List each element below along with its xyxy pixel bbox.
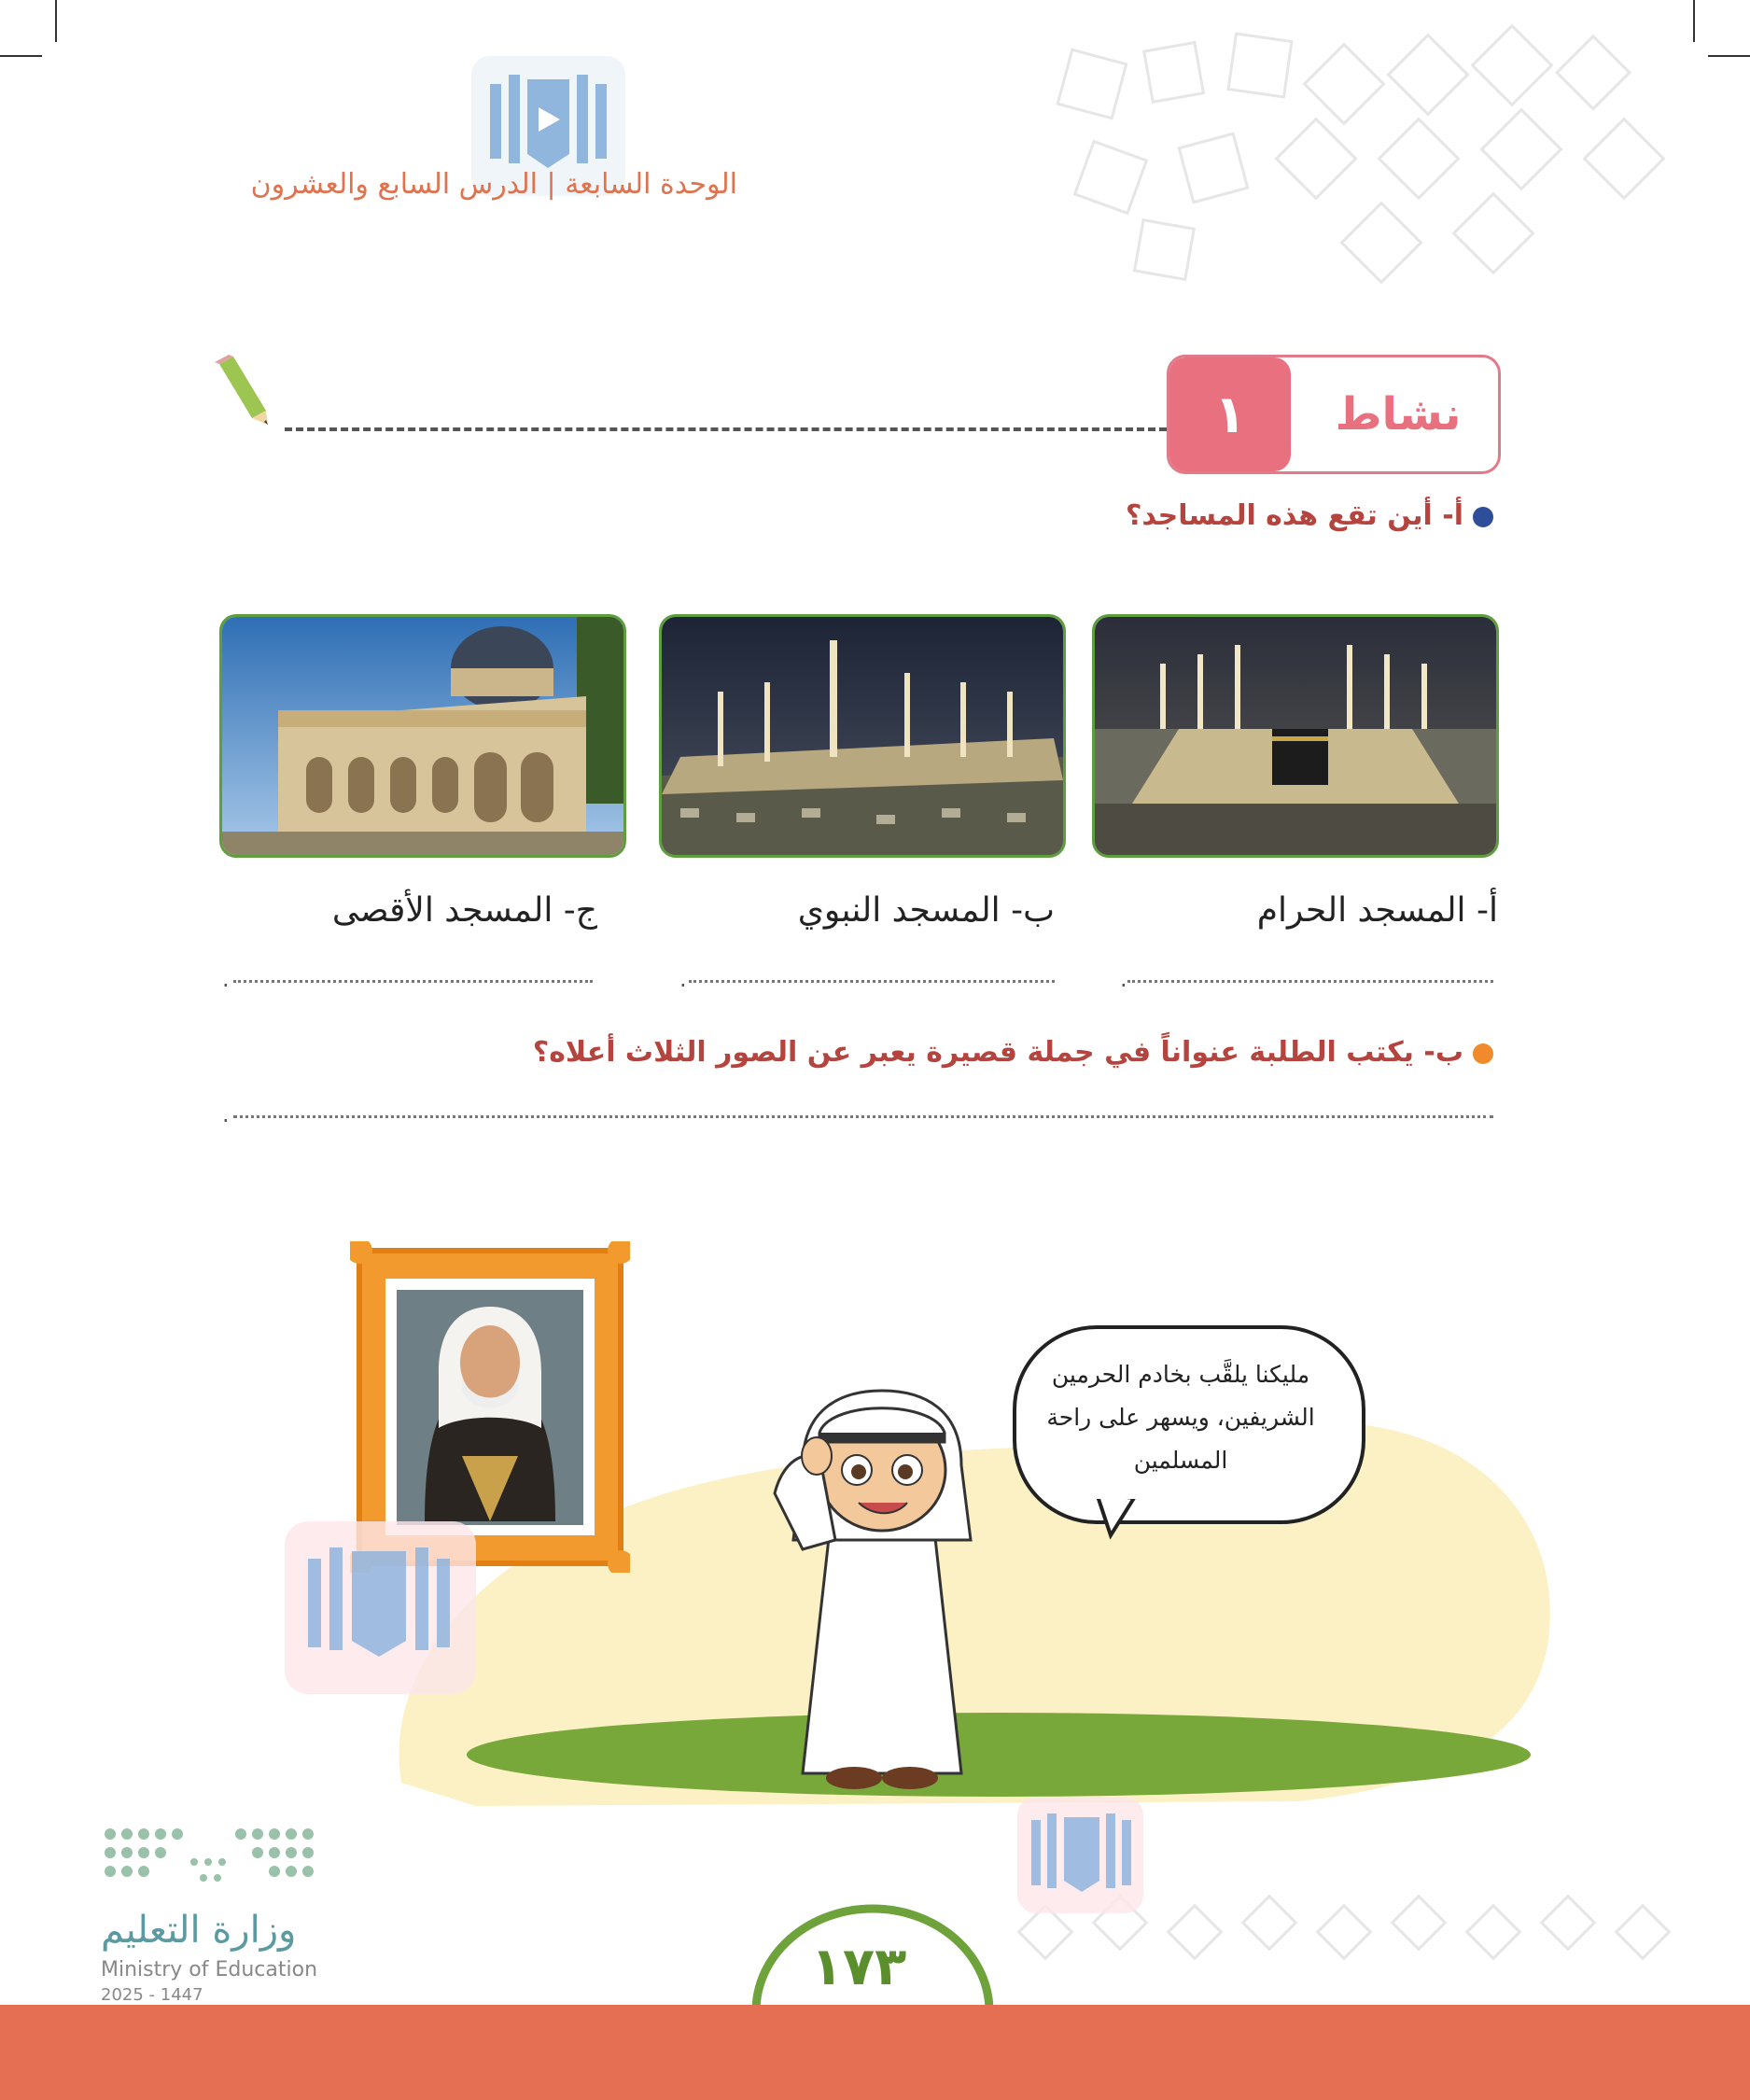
question-a-text: أ- أين تقع هذه المساجد؟: [1125, 499, 1463, 532]
boy-character-illustration: [747, 1353, 1017, 1792]
page-number: ١٧٣: [810, 1937, 907, 1997]
pencil-icon: [210, 355, 275, 429]
activity-header: [1167, 355, 1501, 474]
answer-line-end: .: [679, 966, 687, 992]
caption-masjid-al-aqsa: ج- المسجد الأقصى: [331, 891, 597, 930]
masjid-al-aqsa-photo: [219, 614, 626, 858]
answer-line-title[interactable]: [233, 1115, 1493, 1118]
speech-bubble-tail: [1092, 1493, 1148, 1540]
activity-dashed-divider: [285, 427, 1167, 431]
question-b-text: ب- يكتب الطلبة عنواناً في جملة قصيرة يعبر عن الصور الثلاث أعلاه؟: [532, 1036, 1463, 1069]
footer-bar: [0, 2005, 1750, 2100]
activity-label: نشاط: [1335, 388, 1462, 441]
answer-line-end: .: [222, 966, 230, 992]
answer-line-end: .: [222, 1101, 230, 1127]
speech-bubble-text: مليكنا يلقَّب بخادم الحرمين الشريفين، ويسهر على راحة المسلمين: [1046, 1361, 1315, 1474]
ministry-logo-icon: [101, 1820, 315, 1899]
caption-masjid-an-nabawi: ب- المسجد النبوي: [797, 891, 1055, 930]
activity-number: ١: [1169, 357, 1291, 471]
caption-masjid-al-haram: أ- المسجد الحرام: [1256, 891, 1498, 930]
watermark-logo-icon: [1017, 1797, 1143, 1913]
bullet-blue-icon: [1473, 507, 1493, 527]
masjid-an-nabawi-photo: [659, 614, 1066, 858]
answer-line-end: .: [1120, 966, 1127, 992]
answer-line-aqsa[interactable]: [233, 980, 593, 983]
ministry-year: 2025 - 1447: [101, 1985, 203, 2005]
ministry-name-arabic: وزارة التعليم: [101, 1909, 297, 1952]
watermark-logo-icon: [285, 1521, 476, 1694]
ministry-name-english: Ministry of Education: [101, 1958, 318, 1981]
unit-lesson-breadcrumb: الوحدة السابعة | الدرس السابع والعشرون: [250, 168, 737, 201]
answer-line-haram[interactable]: [1127, 980, 1493, 983]
bullet-orange-icon: [1473, 1043, 1493, 1064]
question-b: [533, 1036, 1493, 1069]
answer-line-nabawi[interactable]: [689, 980, 1055, 983]
question-a: [1126, 499, 1493, 532]
masjid-al-haram-photo: [1092, 614, 1499, 858]
